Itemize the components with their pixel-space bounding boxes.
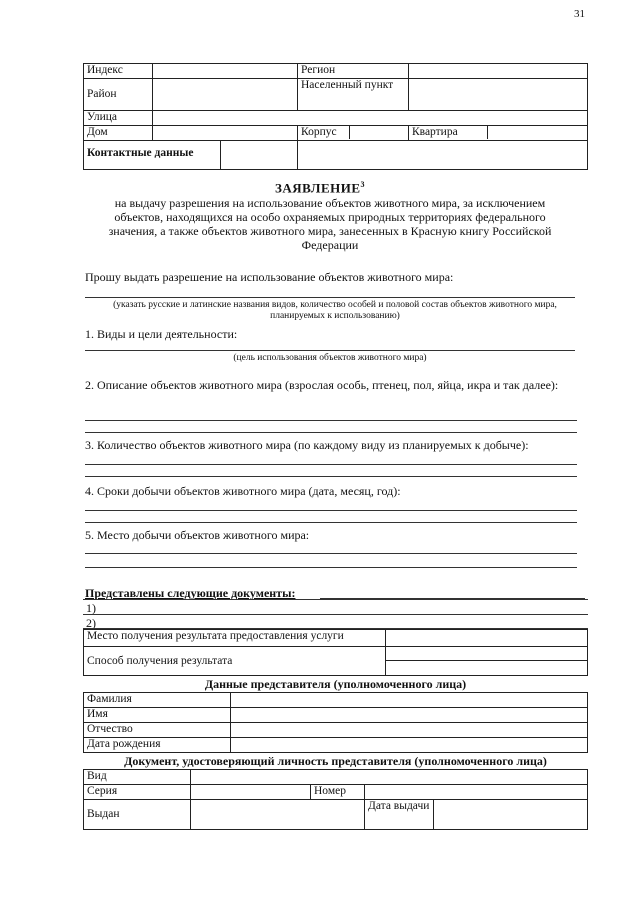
page-number: 31 <box>574 8 585 20</box>
representative-heading: Данные представителя (уполномоченного лица) <box>204 677 467 691</box>
title-footnote-mark: 3 <box>360 180 366 189</box>
id-issued-by-label: Выдан <box>84 800 191 830</box>
name-label: Имя <box>84 708 231 723</box>
birth-date-label: Дата рождения <box>84 738 231 753</box>
surname-label: Фамилия <box>84 693 231 708</box>
street-field[interactable] <box>153 111 588 126</box>
settlement-label: Населенный пункт <box>298 79 409 111</box>
id-issued-by-field[interactable] <box>191 800 365 830</box>
contacts-cell <box>84 141 298 170</box>
item-3-field-line-1[interactable] <box>85 464 577 465</box>
documents-item-1: 1) <box>86 601 96 615</box>
id-document-heading: Документ, удостоверяющий личность представителя (уполномоченного лица) <box>124 754 547 768</box>
building-field[interactable] <box>349 126 408 139</box>
page-subtitle: на выдачу разрешения на использование объектов животного мира, за исключением объектов, находящихся на особо охраняемых природных территориях федерального значения, а также объектов животного мира, занесенных в Красную книгу Российской Федерации <box>108 196 552 252</box>
patronymic-label: Отчество <box>84 723 231 738</box>
region-label: Регион <box>298 64 409 79</box>
building-label: Корпус <box>301 126 337 138</box>
representative-table <box>83 692 588 753</box>
result-place-field[interactable] <box>386 630 588 647</box>
item-2-field-line-2[interactable] <box>85 432 577 433</box>
index-label: Индекс <box>84 64 153 79</box>
index-field[interactable] <box>153 64 298 79</box>
id-type-label: Вид <box>84 770 191 785</box>
contacts-field[interactable] <box>221 141 297 169</box>
contacts-label: Контактные данные <box>84 141 221 169</box>
address-table <box>83 63 588 170</box>
item-2-field-line-1[interactable] <box>85 420 577 421</box>
documents-heading: Представлены следующие документы: <box>85 586 296 600</box>
result-method-label: Способ получения результата <box>84 647 386 676</box>
documents-item-1-line[interactable] <box>83 614 588 615</box>
documents-line <box>83 599 588 600</box>
item-4-label: 4. Сроки добычи объектов животного мира (дата, месяц, год): <box>85 484 401 498</box>
item-5-field-line-1[interactable] <box>85 553 577 554</box>
house-field[interactable] <box>153 126 298 141</box>
settlement-field[interactable] <box>409 79 588 111</box>
house-label: Дом <box>84 126 153 141</box>
page-title: ЗАЯВЛЕНИЕ$^3$ <box>274 180 366 196</box>
patronymic-field[interactable] <box>231 723 588 738</box>
id-document-table <box>83 769 588 830</box>
id-number-field[interactable] <box>365 785 588 800</box>
name-field[interactable] <box>231 708 588 723</box>
id-number-label: Номер <box>311 785 365 800</box>
request-field-line[interactable] <box>85 297 575 298</box>
result-method-field-2[interactable] <box>386 661 587 675</box>
item-2-label: 2. Описание объектов животного мира (взрослая особь, птенец, пол, яйца, икра и так далее): <box>85 378 559 392</box>
item-3-label: 3. Количество объектов животного мира (по каждому виду из планируемых к добыче): <box>85 438 529 452</box>
id-series-field[interactable] <box>191 785 311 800</box>
result-method-field-1[interactable] <box>386 647 587 661</box>
contacts-field-extra[interactable] <box>298 141 588 170</box>
surname-field[interactable] <box>231 693 588 708</box>
item-5-label: 5. Место добычи объектов животного мира: <box>85 528 310 542</box>
result-method-cell <box>386 647 588 676</box>
street-label: Улица <box>84 111 153 126</box>
apartment-label: Квартира <box>412 126 458 138</box>
apartment-cell <box>409 126 588 141</box>
district-label: Район <box>84 79 153 111</box>
item-4-field-line-2[interactable] <box>85 522 577 523</box>
region-field[interactable] <box>409 64 588 79</box>
apartment-field[interactable] <box>487 126 587 139</box>
result-place-label: Место получения результата предоставления услуги <box>84 630 386 647</box>
birth-date-field[interactable] <box>231 738 588 753</box>
item-1-caption: (цель использования объектов животного мира) <box>233 353 427 363</box>
id-issue-date-field[interactable] <box>434 800 588 830</box>
item-1-field-line[interactable] <box>85 350 575 351</box>
item-4-field-line-1[interactable] <box>85 510 577 511</box>
id-type-field[interactable] <box>191 770 588 785</box>
request-caption: (указать русские и латинские названия видов, количество особей и половой состав объектов животного мира, планируемых к использованию) <box>113 300 557 321</box>
item-1-label: 1. Виды и цели деятельности: <box>85 327 238 341</box>
result-table <box>83 629 588 676</box>
id-issue-date-label: Дата выдачи <box>365 800 434 830</box>
id-series-label: Серия <box>84 785 191 800</box>
documents-item-2: 2) <box>86 616 96 630</box>
item-3-field-line-2[interactable] <box>85 476 577 477</box>
building-cell <box>298 126 409 141</box>
item-5-field-line-2[interactable] <box>85 567 577 568</box>
district-field[interactable] <box>153 79 298 111</box>
request-text: Прошу выдать разрешение на использование объектов животного мира: <box>85 270 454 284</box>
